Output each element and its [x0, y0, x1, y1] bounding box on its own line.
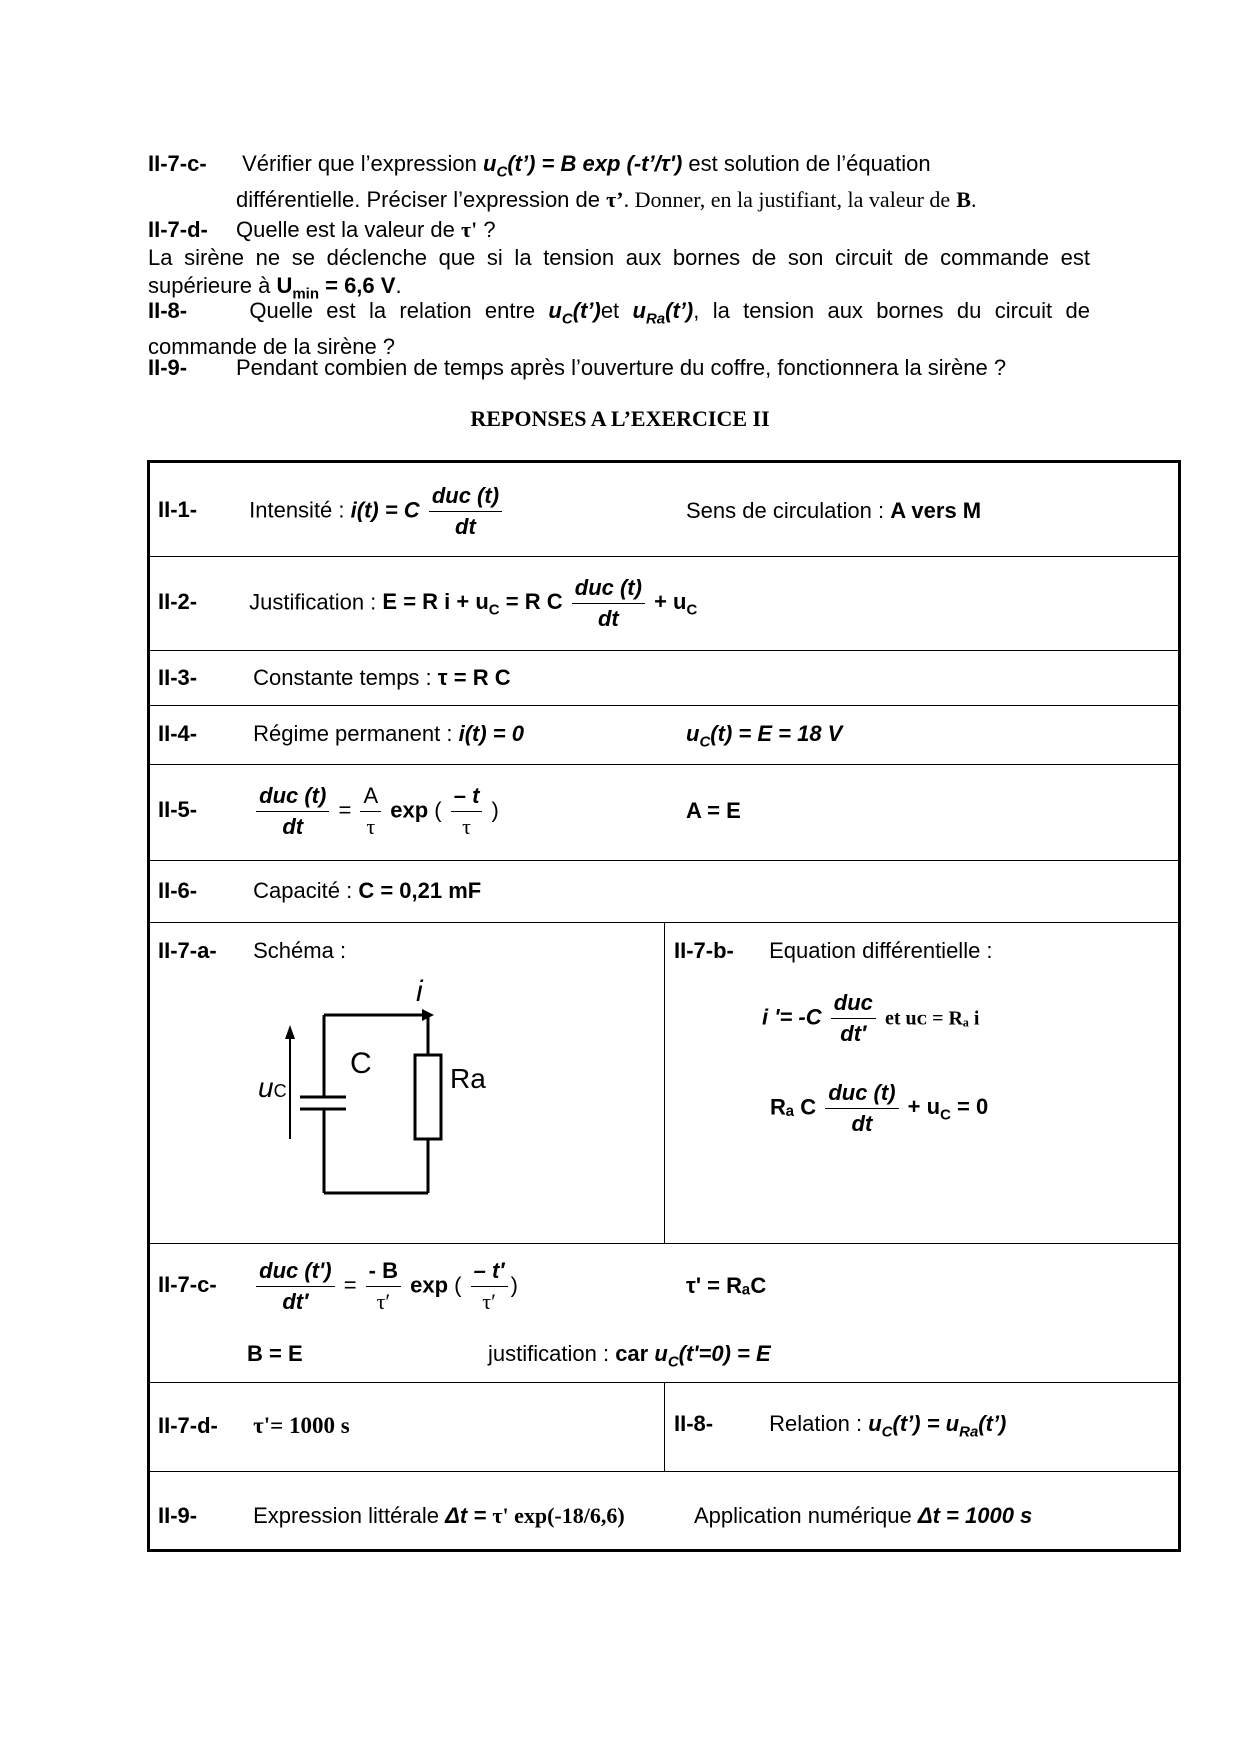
answer-row-7d: II-7-d- τ'= 1000 s	[158, 1413, 350, 1438]
question-label: II-7-c-	[148, 151, 207, 176]
circuit-diagram	[258, 973, 530, 1203]
answer-row-1: II-1- Intensité : i(t) = C $\frac{\text{duᴄ (t)}}{dt}$	[158, 483, 505, 540]
section-title: REPONSES A L’EXERCICE II	[470, 406, 770, 431]
voltage-label: uC	[258, 1072, 287, 1103]
answer-row-8: II-8- Relation : $u_C(t’)$ = $u_{Ra}(t’)$	[674, 1411, 1007, 1441]
answers-table	[147, 460, 1181, 1552]
question-7d: II-7-d- Quelle est la valeur de τ' ?	[148, 217, 496, 242]
capacitor-label: C	[350, 1047, 372, 1080]
question-9: II-9- Pendant combien de temps après l’ouverture du coffre, fonctionnera la sirène ?	[148, 355, 1007, 380]
steady-state-voltage: $u_C(t) = E = 18$ V	[686, 721, 843, 751]
answer-row-6: II-6- Capacité : C = 0,21 mF	[158, 878, 482, 903]
tau-prime-expression: τ' = RₐC	[686, 1273, 767, 1298]
siren-statement: La sirène ne se déclenche que si la tension aux bornes de son circuit de commande est supérieure à $U_{min} = 6,6$ V.	[148, 245, 1090, 303]
resistor-label: Ra	[450, 1063, 486, 1094]
differential-eq-2: Rₐ C $\frac{\text{duᴄ (t)}}{dt}$ + $u_C = 0$	[770, 1080, 989, 1136]
differential-eq-1: i '= -C $\frac{\text{duᴄ}}{dt'}$ et uᴄ = Rₐ i	[762, 990, 980, 1046]
A-equals-E: A = E	[686, 798, 741, 823]
circulation-direction: Sens de circulation : A vers M	[686, 498, 982, 523]
answer-row-9: II-9- Expression littérale Δt = τ' exp(-18/6,6)	[158, 1503, 625, 1528]
answer-row-7a: II-7-a- Schéma :	[158, 938, 347, 963]
answer-row-2: II-2- Justification : E = R $i + u_C = R$ C $\frac{\text{duᴄ (t)}}{dt}$ + $u_C$	[158, 575, 698, 631]
answer-row-5: II-5- $\frac{\text{duᴄ (t)}}{dt}$ = $\frac{A}{\tau}$ exp ( $\frac{- t}{\tau}$ )	[158, 783, 499, 839]
current-label: i	[416, 975, 423, 1008]
question-7c: II-7-c- Vérifier que l’expression $u_C(t’) = B$ exp (-t’/τ') est solution de l’équation	[148, 151, 931, 181]
answer-row-7b: II-7-b- Equation différentielle :	[674, 938, 993, 963]
answer-row-3: II-3- Constante temps : τ = R C	[158, 665, 511, 690]
answer-row-7c: II-7-c- $\frac{\text{duᴄ (t')}}{dt'}$ = $\frac{- B}{\tau'}$ exp ( $\frac{- t'}{\tau'}$ )	[158, 1258, 518, 1314]
B-justification: justification : car $u_C(t'=0) = E$	[488, 1341, 771, 1371]
B-value: B = E	[247, 1341, 303, 1366]
question-8: II-8- Quelle est la relation entre $u_C(t’)et$ $u_{Ra}(t’)$, la tension aux bornes du circuit de commande de la sirène ?	[148, 298, 1090, 360]
numerical-application: Application numérique Δt = 1000 s	[694, 1503, 1033, 1528]
question-7c-line2: différentielle. Préciser l’expression de τ’. Donner, en la justifiant, la valeur de B.	[236, 187, 977, 212]
answer-row-4: II-4- Régime permanent : i(t) = 0	[158, 721, 524, 746]
